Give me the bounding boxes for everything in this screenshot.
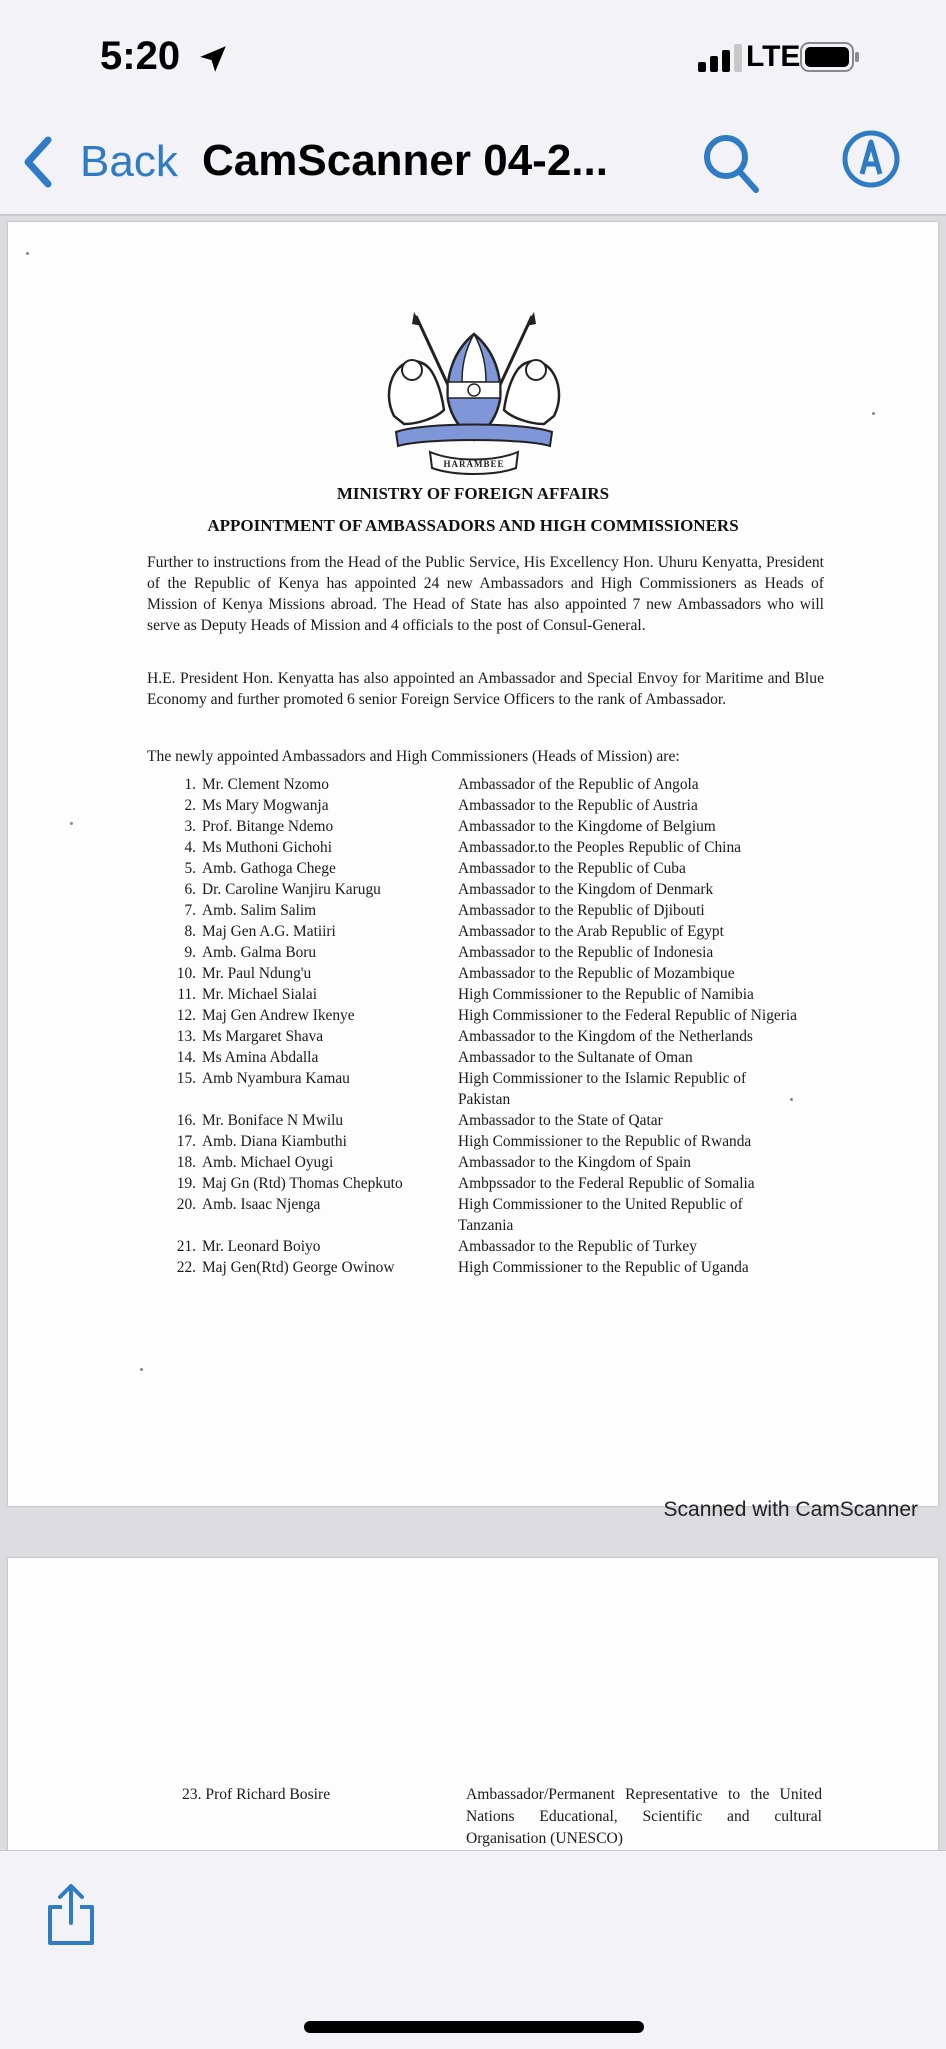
appointee-role: High Commissioner to the Republic of Rwanda [458, 1133, 752, 1150]
appointee-name [170, 1173, 458, 1194]
home-indicator[interactable] [304, 2021, 644, 2033]
scan-speck [70, 822, 73, 825]
appointee-role: Ambassador.to the Peoples Republic of China [458, 839, 741, 856]
status-time: 5:20 [100, 34, 181, 78]
appointment-row [170, 1173, 830, 1194]
appointee-role: Ambassador to the Kingdom of Spain [458, 1154, 691, 1171]
location-arrow-icon [196, 42, 230, 76]
appointee-name-text: Ms Mary Mogwanja [202, 797, 329, 814]
appointee-name-text: Maj Gen Andrew Ikenye [202, 1007, 355, 1024]
camscanner-watermark: Scanned with CamScanner [663, 1498, 918, 1521]
scan-speck [872, 412, 875, 415]
appointment-row [170, 1068, 830, 1110]
appointee-number: 13. [176, 1028, 196, 1045]
appointee-number: 12. [176, 1007, 196, 1024]
appointment-row [170, 1236, 830, 1257]
appointee-name-text: Mr. Leonard Boiyo [202, 1238, 321, 1255]
appointee-name [170, 1236, 458, 1257]
appointee-number: 11. [177, 986, 196, 1003]
document-page-1 [8, 222, 938, 1521]
appointee-role: High Commissioner to the Republic of Uganda [458, 1259, 749, 1276]
scan-speck [140, 1368, 143, 1371]
appointee-name [170, 795, 458, 816]
battery-icon [800, 42, 860, 72]
appointee-name-text: Mr. Paul Ndung'u [202, 965, 312, 982]
appointment-row [170, 1110, 830, 1131]
appointee-name-text: Maj Gen A.G. Matiiri [202, 923, 336, 940]
appointee-name-text: Amb. Salim Salim [202, 902, 317, 919]
appointment-row [170, 900, 830, 921]
appointee-name [170, 921, 458, 942]
appointee-number: 4. [184, 839, 196, 856]
back-button[interactable] [20, 132, 178, 192]
appointee-name: 23. Prof Richard Bosire [182, 1786, 331, 1803]
appointee-name [170, 858, 458, 879]
appointee-name [170, 1131, 458, 1152]
appointee-number: 18. [176, 1154, 196, 1171]
appointee-number: 15. [176, 1070, 196, 1087]
appointee-role: Ambassador to the Republic of Djibouti [458, 902, 705, 919]
appointee-number: 6. [184, 881, 196, 898]
appointee-number: 19. [176, 1175, 196, 1192]
appointee-name-text: Amb. Michael Oyugi [202, 1154, 334, 1171]
appointment-row [170, 942, 830, 963]
appointee-name [170, 1005, 458, 1026]
appointee-number: 17. [176, 1133, 196, 1150]
appointee-number: 5. [184, 860, 196, 877]
ministry-heading: MINISTRY OF FOREIGN AFFAIRS [336, 484, 610, 503]
appointee-role: High Commissioner to the United Republic of Tanzania [458, 1196, 743, 1234]
list-intro: The newly appointed Ambassadors and High Commissioners (Heads of Mission) are: [147, 748, 680, 765]
appointee-name [170, 1194, 458, 1236]
appointee-name-text: Amb. Galma Boru [202, 944, 317, 961]
appointee-number: 8. [184, 923, 196, 940]
envoy-paragraph: H.E. President Hon. Kenyatta has also appointed an Ambassador and Special Envoy for Maritime and Blue Economy and further promoted 6 senior Foreign Service Officers to the rank of Ambassador. [147, 670, 824, 708]
appointment-row [170, 1047, 830, 1068]
appointee-name-text: Ms Margaret Shava [202, 1028, 324, 1045]
appointee-number: 22. [176, 1259, 196, 1276]
appointee-number: 2. [184, 797, 196, 814]
network-type: LTE [746, 40, 801, 73]
appointments-list [170, 774, 830, 1278]
document-viewer[interactable] [0, 216, 946, 1850]
signal-icon [698, 44, 746, 72]
appointment-row [170, 1026, 830, 1047]
back-label: Back [80, 137, 178, 186]
appointee-role: Ambassador/Permanent Representative to the United Nations Educational, Scientific and cultural Organisation (UNESCO) [466, 1786, 822, 1847]
appointee-name [170, 900, 458, 921]
appointment-row [170, 921, 830, 942]
appointee-name [170, 774, 458, 795]
markup-icon[interactable] [842, 128, 900, 190]
appointee-name-text: Mr. Michael Sialai [202, 986, 317, 1003]
appointee-name [170, 942, 458, 963]
appointment-row [170, 795, 830, 816]
appointee-name-text: Mr. Clement Nzomo [202, 776, 329, 793]
appointee-name-text: Amb. Diana Kiambuthi [202, 1133, 347, 1150]
appointment-row [170, 858, 830, 879]
share-icon[interactable] [44, 1881, 98, 1947]
appointee-name [170, 879, 458, 900]
appointee-role: High Commissioner to the Islamic Republic of Pakistan [458, 1070, 747, 1108]
appointee-number: 9. [184, 944, 196, 961]
appointee-name-text: Maj Gn (Rtd) Thomas Chepkuto [202, 1175, 403, 1192]
appointee-number: 1. [184, 776, 196, 793]
document-title: CamScanner 04-2... [202, 136, 608, 185]
appointee-role: Ambassador to the Republic of Turkey [458, 1238, 697, 1255]
appointee-name-text: Maj Gen(Rtd) George Owinow [202, 1259, 395, 1276]
search-icon[interactable] [700, 130, 762, 196]
appointment-heading: APPOINTMENT OF AMBASSADORS AND HIGH COMMISSIONERS [207, 516, 739, 535]
appointee-role: Ambassador of the Republic of Angola [458, 776, 699, 793]
appointment-row [170, 1257, 830, 1278]
bottom-toolbar [0, 1850, 946, 2049]
appointment-row [170, 1194, 830, 1236]
appointee-role: Ambassador to the Republic of Indonesia [458, 944, 714, 961]
intro-paragraph: Further to instructions from the Head of the Public Service, His Excellency Hon. Uhuru Kenyatta, President of the Republic of Kenya has appointed 24 new Ambassadors and High Commissioners as Heads of Mission of Kenya Missions abroad. The Head of State has also appointed 7 new Ambassadors who will serve as Deputy Heads of Mission and 4 officials to the post of Consul-General. [147, 554, 824, 634]
appointee-role: Ambassador to the Republic of Mozambique [458, 965, 735, 982]
appointee-role: Ambassador to the Sultanate of Oman [458, 1049, 693, 1066]
appointee-number: 14. [176, 1049, 196, 1066]
appointee-name [170, 1047, 458, 1068]
appointee-name [170, 1026, 458, 1047]
appointee-role: Ambassador to the Kingdom of the Netherlands [458, 1028, 753, 1045]
scan-speck [790, 1098, 793, 1101]
appointment-row [170, 837, 830, 858]
appointee-role: Ambassador to the State of Qatar [458, 1112, 663, 1129]
appointment-row [170, 816, 830, 837]
status-bar [0, 0, 946, 118]
appointee-role: Ambpssador to the Federal Republic of Somalia [458, 1175, 755, 1192]
coat-of-arms-icon [374, 312, 574, 476]
appointee-name-text: Amb Nyambura Kamau [202, 1070, 350, 1087]
appointee-role: Ambassador to the Republic of Austria [458, 797, 698, 814]
appointment-row [170, 1131, 830, 1152]
appointee-name [170, 1257, 458, 1278]
navigation-bar [0, 118, 946, 216]
appointee-name [170, 1110, 458, 1131]
appointee-number: 21. [176, 1238, 196, 1255]
appointee-role: Ambassador to the Kingdom of Denmark [458, 881, 714, 898]
appointment-row [170, 963, 830, 984]
appointee-number: 7. [184, 902, 196, 919]
appointee-number: 16. [176, 1112, 196, 1129]
appointee-name [170, 837, 458, 858]
appointee-name-text: Amb. Gathoga Chege [202, 860, 336, 877]
appointee-name [170, 984, 458, 1005]
document-page-2 [8, 1558, 938, 1850]
appointee-name [170, 816, 458, 837]
appointee-name-text: Amb. Isaac Njenga [202, 1196, 321, 1213]
appointee-name-text: Prof. Bitange Ndemo [202, 818, 334, 835]
appointee-role: High Commissioner to the Republic of Namibia [458, 986, 754, 1003]
chevron-left-icon [20, 134, 56, 190]
appointment-row [182, 1784, 832, 1850]
appointee-name-text: Ms Muthoni Gichohi [202, 839, 332, 856]
appointee-role: High Commissioner to the Federal Republic of Nigeria [458, 1007, 797, 1024]
appointee-role: Ambassador to the Republic of Cuba [458, 860, 686, 877]
seal-motto: HARAMBEE [443, 459, 505, 469]
appointment-row [170, 984, 830, 1005]
appointee-name [170, 1152, 458, 1173]
appointee-name-text: Mr. Boniface N Mwilu [202, 1112, 344, 1129]
appointment-row [170, 879, 830, 900]
appointee-name-text: Ms Amina Abdalla [202, 1049, 319, 1066]
appointee-role: Ambassador to the Kingdome of Belgium [458, 818, 716, 835]
appointment-row [170, 774, 830, 795]
appointee-number: 20. [176, 1196, 196, 1213]
appointment-row [170, 1152, 830, 1173]
scan-speck [26, 252, 29, 255]
appointee-name-text: Dr. Caroline Wanjiru Karugu [202, 881, 381, 898]
appointee-number: 10. [176, 965, 196, 982]
appointee-number: 3. [184, 818, 196, 835]
appointee-name [170, 963, 458, 984]
appointee-name [170, 1068, 458, 1110]
appointee-role: Ambassador to the Arab Republic of Egypt [458, 923, 724, 940]
appointment-row [170, 1005, 830, 1026]
